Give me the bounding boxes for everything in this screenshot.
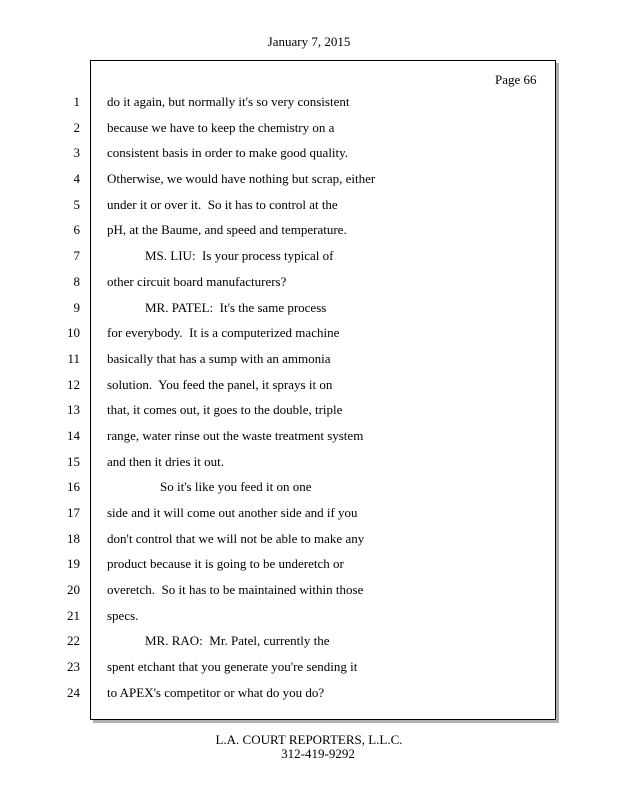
line-number: 19 [67,556,80,572]
line-number: 7 [73,248,80,264]
line-text: MR. RAO: Mr. Patel, currently the [145,633,330,649]
transcript-line [0,376,618,402]
header-date: January 7, 2015 [267,34,351,49]
transcript-line [0,350,618,376]
transcript-line [0,144,618,170]
footer-phone: 312-419-9292 [281,746,355,761]
transcript-line [0,530,618,556]
line-number: 18 [67,530,80,546]
transcript-line [0,221,618,247]
transcript-line [0,684,618,710]
transcript-line [0,607,618,633]
line-text: solution. You feed the panel, it sprays it on [107,376,333,392]
transcript-line [0,401,618,427]
line-text: side and it will come out another side and if you [107,505,358,520]
line-text: don't control that we will not be able to make any [107,530,365,546]
transcript-line [0,453,618,479]
line-text: Otherwise, we would have nothing but scrap, either [107,171,376,187]
line-number: 23 [67,659,80,675]
line-text: other circuit board manufacturers? [107,273,287,289]
footer-company: L.A. COURT REPORTERS, L.L.C. [215,732,403,747]
line-text: do it again, but normally it's so very consistent [107,94,350,109]
line-number: 10 [67,325,80,341]
footer [0,733,618,761]
transcript-line [0,478,618,504]
transcript-line [0,632,618,658]
transcript-line [0,504,618,530]
line-number: 16 [67,479,80,495]
line-number: 14 [67,427,80,443]
line-number: 3 [73,145,80,161]
line-number: 22 [67,633,80,649]
line-text: So it's like you feed it on one [160,479,312,495]
line-text: for everybody. It is a computerized machine [107,325,340,341]
line-text: overetch. So it has to be maintained within those [107,582,364,598]
line-number: 17 [67,505,80,520]
line-number: 24 [67,684,80,700]
transcript-line [0,324,618,350]
transcript-line [0,273,618,299]
line-text: specs. [107,607,139,623]
transcript-line [0,247,618,273]
line-text: range, water rinse out the waste treatment system [107,427,364,443]
transcript-line [0,299,618,325]
line-text: spent etchant that you generate you're sending it [107,659,358,675]
line-text: basically that has a sump with an ammonia [107,350,331,366]
transcript-line [0,581,618,607]
line-number: 13 [67,402,80,418]
transcript-line [0,427,618,453]
line-text: MR. PATEL: It's the same process [145,299,327,315]
transcript-line [0,196,618,222]
line-text: pH, at the Baume, and speed and temperature. [107,222,347,238]
line-number: 15 [67,453,80,469]
line-number: 21 [67,607,80,623]
line-text: product because it is going to be underetch or [107,556,344,572]
transcript-line [0,119,618,145]
line-number: 20 [67,582,80,598]
transcript-line [0,93,618,119]
line-text: to APEX's competitor or what do you do? [107,684,325,700]
line-number: 12 [67,376,80,392]
line-number: 6 [73,222,80,238]
line-text: because we have to keep the chemistry on a [107,119,335,135]
line-number: 2 [73,119,80,135]
transcript-line [0,555,618,581]
line-text: MS. LIU: Is your process typical of [145,248,334,264]
line-number: 4 [73,171,80,187]
transcript-line [0,658,618,684]
line-text: and then it dries it out. [107,453,224,469]
line-number: 11 [67,350,80,366]
line-number: 1 [73,94,80,109]
line-text: under it or over it. So it has to control at the [107,196,338,212]
line-number: 8 [73,273,80,289]
transcript-lines [0,93,618,710]
transcript-line [0,170,618,196]
line-number: 9 [73,299,80,315]
line-text: that, it comes out, it goes to the double, triple [107,402,343,418]
page-number: Page 66 [495,72,537,87]
line-text: consistent basis in order to make good quality. [107,145,349,161]
line-number: 5 [73,196,80,212]
